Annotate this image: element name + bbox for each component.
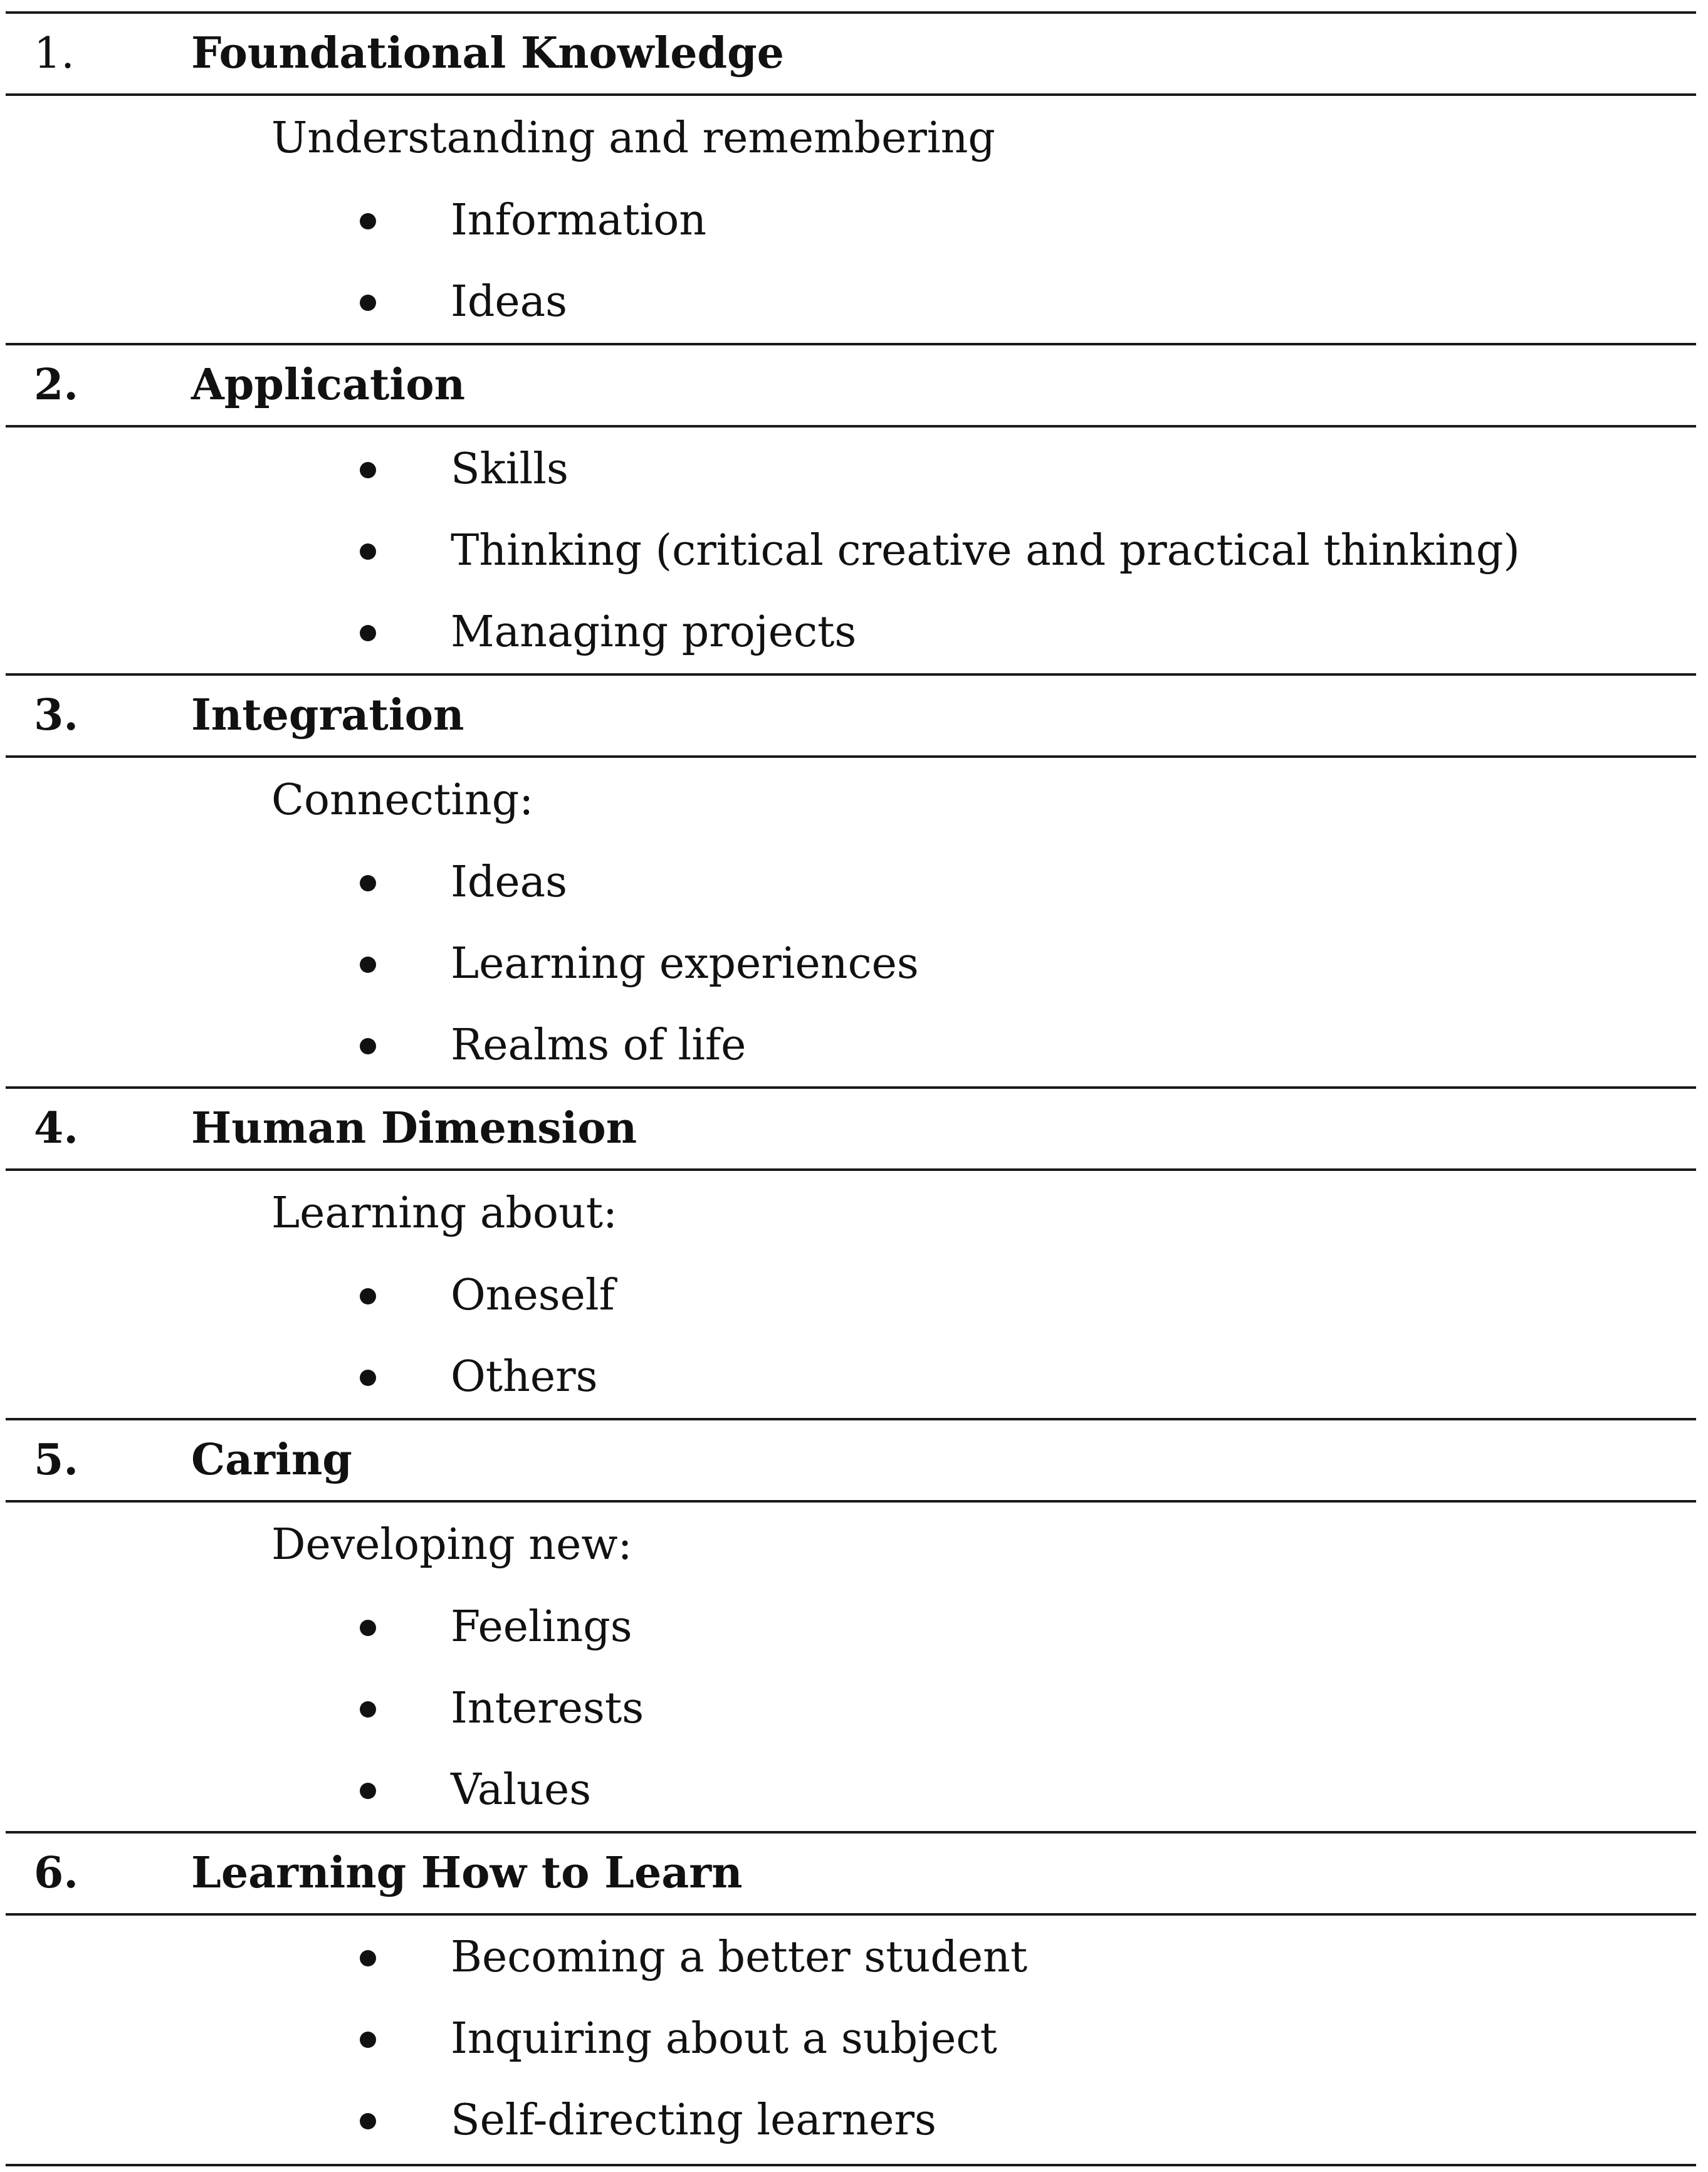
section-body bbox=[6, 428, 1696, 676]
list-item-text: Others bbox=[451, 1352, 598, 1402]
bullet-icon bbox=[360, 1950, 376, 1966]
list-item-text: Interests bbox=[451, 1684, 644, 1733]
list-item-text: Becoming a better student bbox=[451, 1933, 1028, 1982]
section-number: 5. bbox=[34, 1435, 78, 1485]
bullet-icon bbox=[360, 2032, 376, 2048]
taxonomy-section bbox=[6, 673, 1696, 1089]
list-item-text: Inquiring about a subject bbox=[451, 2014, 997, 2064]
list-item-text: Thinking (critical creative and practical thinking) bbox=[451, 526, 1520, 575]
taxonomy-section bbox=[6, 11, 1696, 345]
section-title: Caring bbox=[191, 1435, 352, 1485]
bullet-icon bbox=[360, 1701, 376, 1718]
list-item bbox=[6, 1998, 1696, 2080]
section-intro: Developing new: bbox=[271, 1520, 632, 1570]
section-header-row bbox=[6, 343, 1696, 428]
list-item-text: Realms of life bbox=[451, 1020, 747, 1070]
section-header-row bbox=[6, 1086, 1696, 1171]
section-body bbox=[6, 1503, 1696, 1834]
list-item-text: Ideas bbox=[451, 858, 568, 907]
taxonomy-section bbox=[6, 343, 1696, 676]
bullet-icon bbox=[360, 1038, 376, 1054]
section-number: 1. bbox=[34, 29, 75, 78]
bullet-icon bbox=[360, 295, 376, 311]
bullet-icon bbox=[360, 625, 376, 641]
list-item bbox=[6, 2080, 1696, 2161]
list-item-text: Information bbox=[451, 196, 707, 245]
taxonomy-section bbox=[6, 1086, 1696, 1420]
list-item bbox=[6, 592, 1696, 673]
bullet-icon bbox=[360, 462, 376, 478]
section-title: Application bbox=[191, 360, 466, 410]
bullet-icon bbox=[360, 2113, 376, 2129]
bullet-icon bbox=[360, 957, 376, 973]
bullet-icon bbox=[360, 1783, 376, 1799]
section-body bbox=[6, 96, 1696, 345]
section-title: Foundational Knowledge bbox=[191, 28, 784, 78]
list-item bbox=[6, 1336, 1696, 1418]
section-intro: Understanding and remembering bbox=[271, 113, 995, 163]
list-item-text: Ideas bbox=[451, 277, 568, 327]
section-number: 2. bbox=[34, 360, 78, 410]
taxonomy-section bbox=[6, 1831, 1696, 2164]
list-item-text: Oneself bbox=[451, 1271, 615, 1320]
section-body bbox=[6, 1916, 1696, 2164]
bullet-icon bbox=[360, 1620, 376, 1636]
section-body bbox=[6, 758, 1696, 1089]
list-item bbox=[6, 1255, 1696, 1336]
section-intro: Connecting: bbox=[271, 775, 534, 825]
section-title: Human Dimension bbox=[191, 1103, 637, 1153]
section-header-row bbox=[6, 11, 1696, 96]
list-item-text: Skills bbox=[451, 444, 568, 494]
bullet-icon bbox=[360, 213, 376, 229]
bullet-icon bbox=[360, 1370, 376, 1386]
section-number: 6. bbox=[34, 1848, 78, 1898]
list-item bbox=[6, 261, 1696, 343]
section-body bbox=[6, 1171, 1696, 1420]
list-item bbox=[6, 1750, 1696, 1831]
bullet-icon bbox=[360, 875, 376, 891]
list-item bbox=[6, 510, 1696, 592]
bullet-icon bbox=[360, 543, 376, 560]
list-item-text: Managing projects bbox=[451, 607, 857, 657]
list-item bbox=[6, 1917, 1696, 1998]
list-item bbox=[6, 180, 1696, 261]
section-title: Integration bbox=[191, 690, 464, 740]
learning-taxonomy-table bbox=[6, 11, 1696, 2166]
section-header-row bbox=[6, 1831, 1696, 1916]
section-intro: Learning about: bbox=[271, 1188, 617, 1238]
section-header-row bbox=[6, 673, 1696, 758]
list-item bbox=[6, 1587, 1696, 1668]
table-bottom-rule bbox=[6, 2164, 1696, 2166]
section-number: 3. bbox=[34, 690, 78, 740]
section-number: 4. bbox=[34, 1103, 78, 1153]
list-item-text: Learning experiences bbox=[451, 939, 919, 989]
list-item-text: Values bbox=[451, 1765, 592, 1815]
section-title: Learning How to Learn bbox=[191, 1848, 743, 1898]
list-item bbox=[6, 1668, 1696, 1750]
list-item bbox=[6, 429, 1696, 510]
list-item bbox=[6, 923, 1696, 1005]
taxonomy-section bbox=[6, 1418, 1696, 1834]
list-item bbox=[6, 842, 1696, 923]
list-item-text: Self-directing learners bbox=[451, 2096, 936, 2145]
bullet-icon bbox=[360, 1288, 376, 1304]
list-item bbox=[6, 1005, 1696, 1086]
section-header-row bbox=[6, 1418, 1696, 1503]
list-item-text: Feelings bbox=[451, 1602, 632, 1652]
